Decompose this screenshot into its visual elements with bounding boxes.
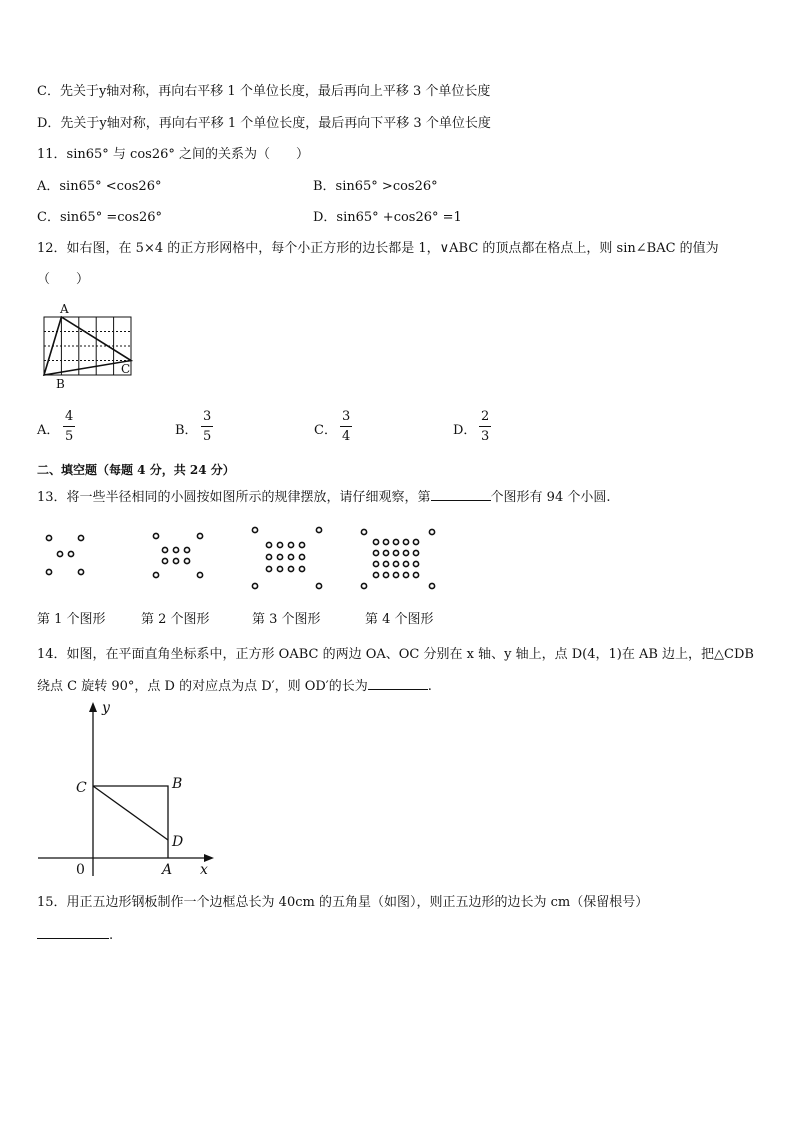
coordinate-square-figure: [34, 698, 224, 880]
grid-label-c: C: [121, 362, 131, 376]
question-13: 13．将一些半径相同的小圆按如图所示的规律摆放，请仔细观察，第 个图形有 94 个小圆.: [37, 490, 611, 505]
pattern-caption-4: 第 4 个图形: [365, 612, 434, 627]
pattern-1: [46, 535, 83, 574]
pattern-caption-1: 第 1 个图形: [37, 612, 106, 627]
q11-option-d: D．sin65° +cos26° =1: [313, 210, 462, 225]
question-12-paren: （ ）: [37, 272, 90, 287]
point-label-d: D: [172, 834, 184, 850]
point-label-c: C: [76, 780, 87, 796]
point-label-a: A: [162, 862, 173, 878]
grid-label-a: A: [60, 302, 69, 316]
pattern-3: [252, 527, 321, 588]
pattern-caption-3: 第 3 个图形: [252, 612, 321, 627]
pattern-2: [153, 533, 202, 577]
question-15: 15．用正五边形钢板制作一个边框总长为 40cm 的五角星（如图），则正五边形的边长为 cm（保留根号）: [37, 895, 649, 910]
question-14-line-2: 绕点 C 旋转 90°，点 D 的对应点为点 D′，则 OD′的长为 .: [37, 679, 432, 694]
grid-triangle-figure: [36, 300, 136, 392]
option-c-line: C．先关于y轴对称，再向右平移 1 个单位长度，最后再向上平移 3 个单位长度: [37, 84, 491, 99]
question-15-answer: .: [37, 928, 113, 942]
axis-label-y: y: [102, 700, 110, 716]
question-11: 11．sin65° 与 cos26° 之间的关系为（ ）: [37, 147, 310, 162]
option-d-line: D．先关于y轴对称，再向右平移 1 个单位长度，最后再向下平移 3 个单位长度: [37, 116, 491, 131]
q11-option-b: B．sin65° >cos26°: [313, 179, 438, 194]
answer-blank-14[interactable]: [368, 679, 428, 690]
origin-label: 0: [76, 862, 85, 878]
pattern-4: [361, 529, 434, 588]
answer-blank-13[interactable]: [431, 490, 491, 501]
question-12: 12．如右图，在 5×4 的正方形网格中，每个小正方形的边长都是 1，∨ABC 的顶点都在格点上，则 sin∠BAC 的值为: [37, 241, 719, 256]
section-2-heading: 二、填空题（每题 4 分，共 24 分）: [37, 463, 235, 477]
grid-label-b: B: [56, 377, 65, 391]
q11-option-a: A．sin65° <cos26°: [37, 179, 162, 194]
circles-pattern-figure: [30, 520, 450, 598]
answer-blank-15[interactable]: [37, 928, 109, 939]
axis-label-x: x: [200, 862, 208, 878]
q11-option-c: C．sin65° =cos26°: [37, 210, 163, 225]
point-label-b: B: [172, 776, 183, 792]
pattern-caption-2: 第 2 个图形: [141, 612, 210, 627]
question-14-line-1: 14．如图，在平面直角坐标系中，正方形 OABC 的两边 OA、OC 分别在 x 轴、y 轴上，点 D(4，1)在 AB 边上，把△CDB: [37, 647, 754, 662]
